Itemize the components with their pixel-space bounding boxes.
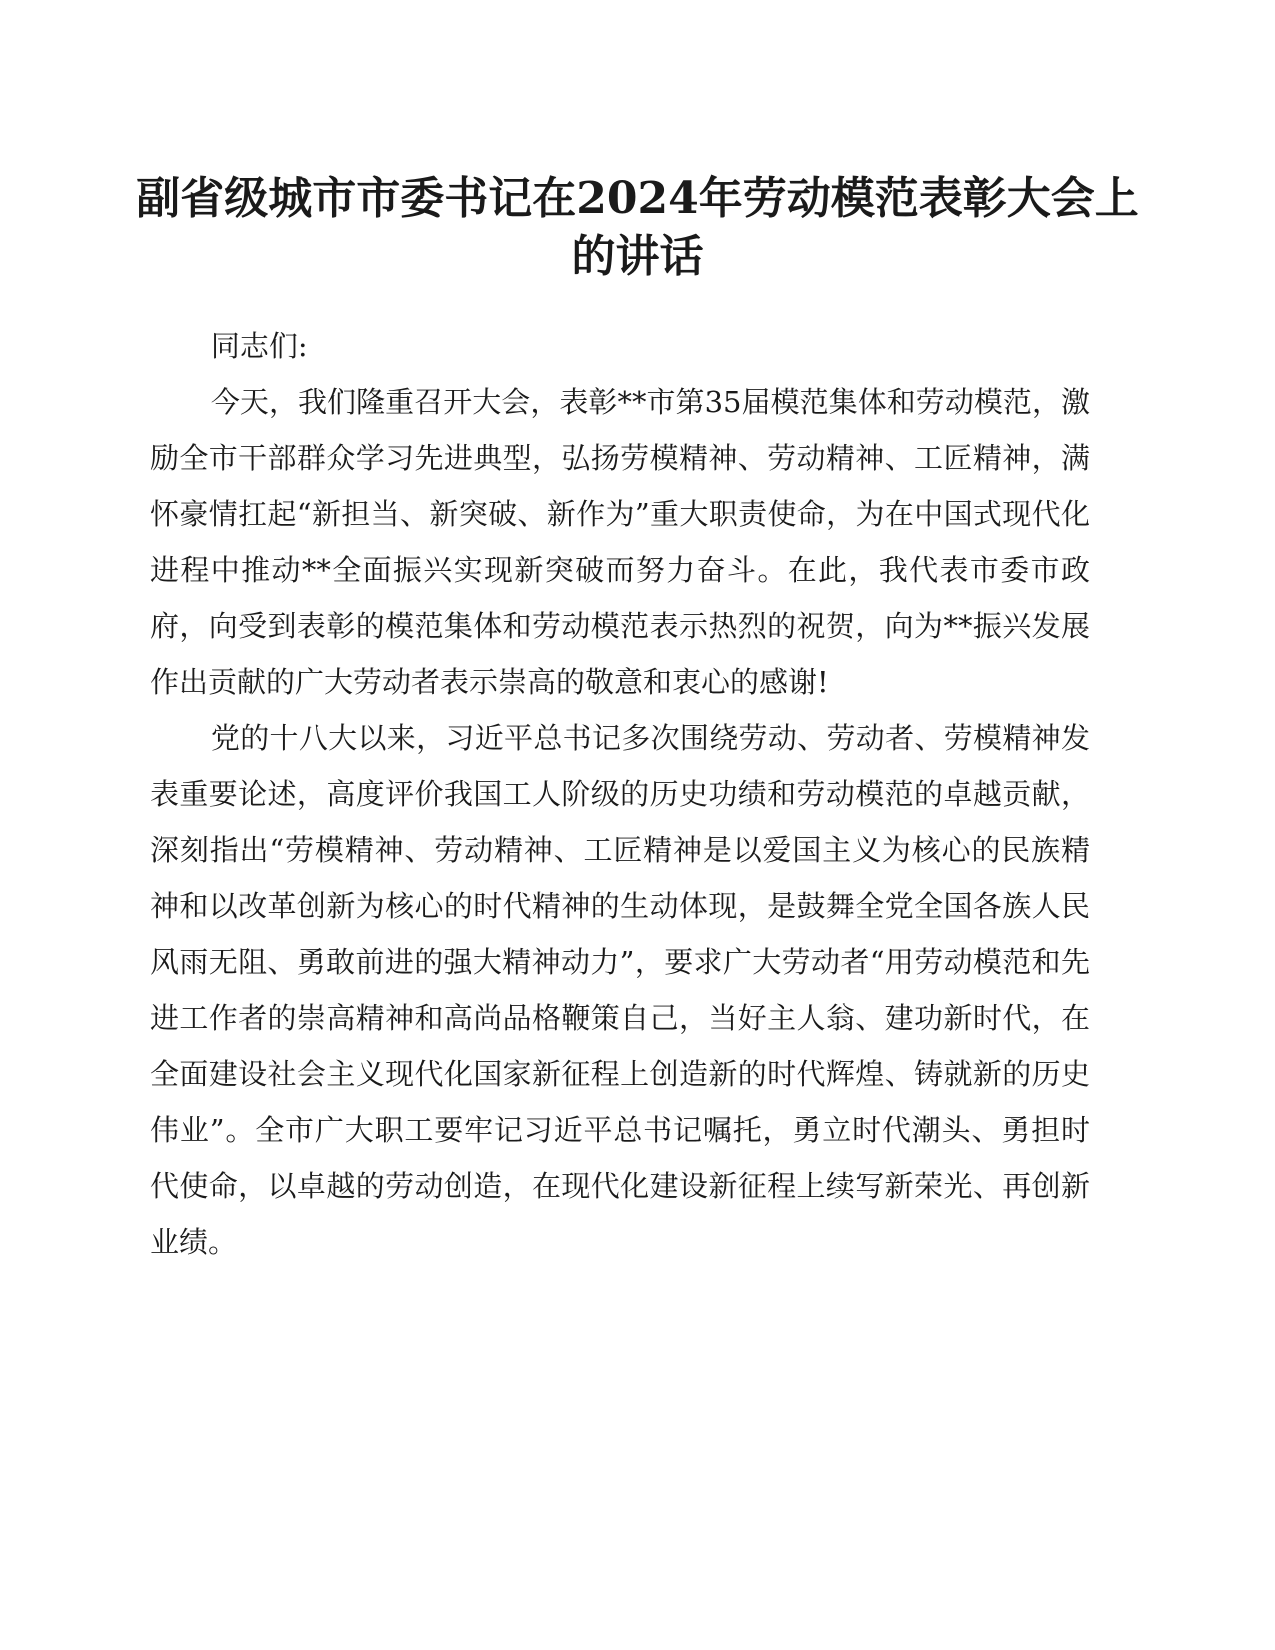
paragraph: 今天，我们隆重召开大会，表彰**市第35届模范集体和劳动模范，激励全市干部群众学习先进典型，弘扬劳模精神、劳动精神、工匠精神，满怀豪情扛起“新担当、新突破、新作为”重大职责使命，为在中国式现代化进程中推动**全面振兴实现新突破而努力奋斗。在此，我代表市委市政府，向受到表彰的模范集体和劳动模范表示热烈的祝贺，向为**振兴发展作出贡献的广大劳动者表示崇高的敬意和衷心的感谢!	[150, 385, 1090, 699]
document-title: 副省级城市市委书记在2024年劳动模范表彰大会上的讲话	[136, 173, 1139, 282]
paragraph: 党的十八大以来，习近平总书记多次围绕劳动、劳动者、劳模精神发表重要论述，高度评价我国工人阶级的历史功绩和劳动模范的卓越贡献，深刻指出“劳模精神、劳动精神、工匠精神是以爱国主义为核心的民族精神和以改革创新为核心的时代精神的生动体现，是鼓舞全党全国各族人民风雨无阻、勇敢前进的强大精神动力”，要求广大劳动者“用劳动模范和先进工作者的崇高精神和高尚品格鞭策自己，当好主人翁、建功新时代，在全面建设社会主义现代化国家新征程上创造新的时代辉煌、铸就新的历史伟业”。全市广大职工要牢记习近平总书记嘱托，勇立时代潮头、勇担时代使命，以卓越的劳动创造，在现代化建设新征程上续写新荣光、再创新业绩。	[150, 721, 1090, 1259]
document-body	[150, 318, 1090, 1270]
salutation: 同志们:	[210, 329, 308, 363]
